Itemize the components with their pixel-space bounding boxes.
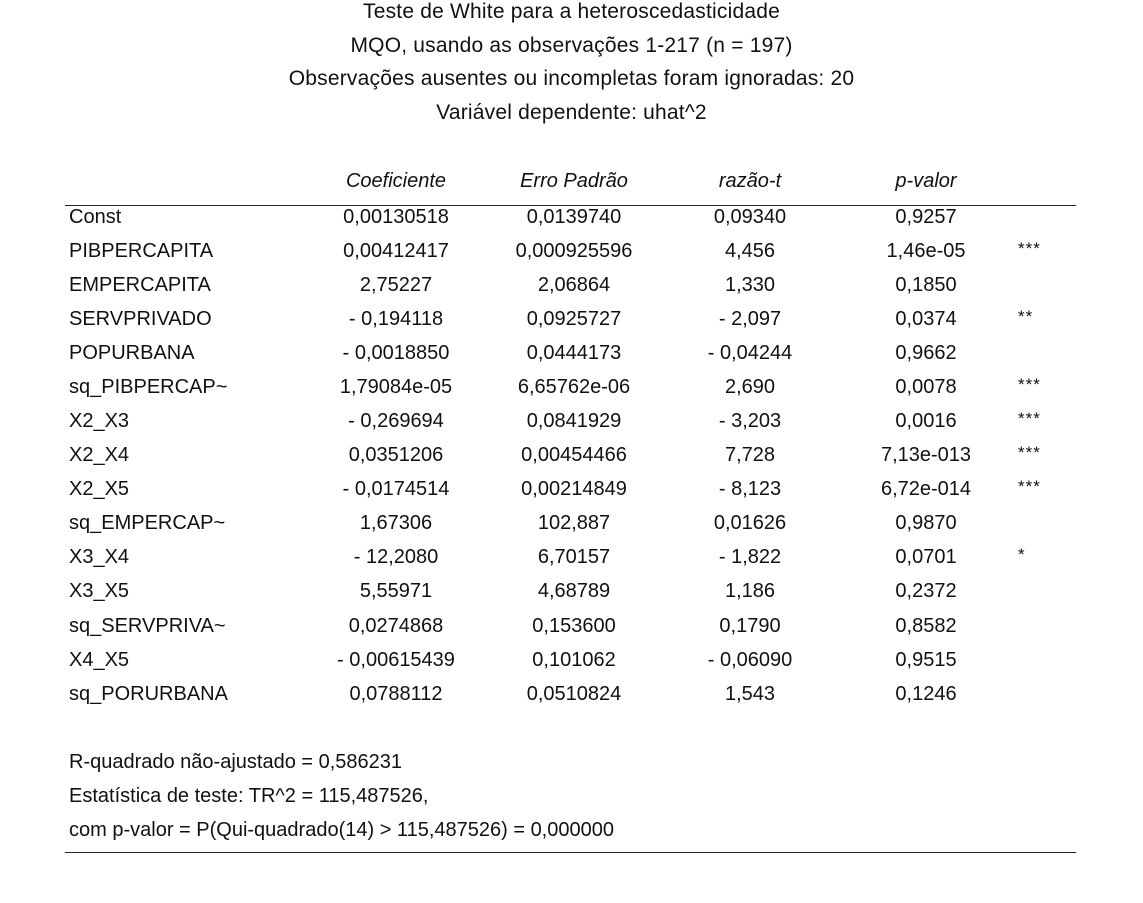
table-row: [0, 545, 1143, 575]
test-statistic-line: Estatística de teste: TR^2 = 115,487526,: [69, 785, 429, 807]
table-row: [0, 511, 1143, 541]
significance-stars: ***: [1018, 409, 1041, 428]
table-row: [0, 307, 1143, 337]
significance-stars: *: [1018, 545, 1026, 564]
std-error-value: 0,00454466: [521, 444, 627, 466]
t-ratio-value: - 8,123: [718, 478, 782, 500]
std-error-value: 0,0139740: [526, 206, 622, 228]
p-value-line: com p-valor = P(Qui-quadrado(14) > 115,487526) = 0,000000: [69, 819, 614, 841]
p-value: 0,9662: [895, 342, 957, 364]
t-ratio-value: - 0,06090: [707, 649, 793, 671]
table-row: [0, 443, 1143, 473]
significance-stars: ***: [1018, 443, 1041, 462]
std-error-value: 0,0925727: [526, 308, 622, 330]
t-ratio-value: 2,690: [724, 376, 776, 398]
t-ratio-value: 1,543: [724, 683, 776, 705]
table-row: [0, 409, 1143, 439]
coefficient-value: - 0,0018850: [342, 342, 450, 364]
coefficient-value: 0,00130518: [343, 206, 449, 228]
variable-name: X3_X5: [69, 580, 130, 602]
coefficient-value: 2,75227: [359, 274, 433, 296]
variable-name: SERVPRIVADO: [69, 308, 212, 330]
std-error-value: 4,68789: [537, 580, 611, 602]
variable-name: sq_SERVPRIVA~: [69, 615, 226, 637]
coefficient-value: 1,79084e-05: [339, 376, 453, 398]
p-value: 6,72e-014: [880, 478, 972, 500]
std-error-value: 102,887: [537, 512, 611, 534]
t-ratio-value: 7,728: [724, 444, 776, 466]
variable-name: X4_X5: [69, 649, 130, 671]
t-ratio-value: - 3,203: [718, 410, 782, 432]
p-value: 0,0078: [895, 376, 957, 398]
table-row: [0, 205, 1143, 235]
column-header-t-ratio: razão-t: [718, 170, 782, 192]
p-value: 0,1850: [895, 274, 957, 296]
table-row: [0, 648, 1143, 678]
variable-name: X2_X4: [69, 444, 130, 466]
std-error-value: 0,101062: [532, 649, 616, 671]
std-error-value: 6,65762e-06: [517, 376, 631, 398]
t-ratio-value: 0,1790: [719, 615, 781, 637]
coefficient-value: - 0,269694: [348, 410, 444, 432]
p-value: 0,9870: [895, 512, 957, 534]
t-ratio-value: - 2,097: [718, 308, 782, 330]
t-ratio-value: 0,09340: [713, 206, 787, 228]
column-header-p-value: p-valor: [895, 170, 957, 192]
variable-name: X3_X4: [69, 546, 130, 568]
significance-stars: **: [1018, 307, 1034, 326]
significance-stars: ***: [1018, 477, 1041, 496]
std-error-value: 0,0444173: [526, 342, 622, 364]
p-value: 0,0016: [895, 410, 957, 432]
t-ratio-value: 1,330: [724, 274, 776, 296]
variable-name: PIBPERCAPITA: [69, 240, 214, 262]
p-value: 0,1246: [895, 683, 957, 705]
coefficient-value: 0,0351206: [348, 444, 444, 466]
coefficient-value: 0,0788112: [349, 683, 443, 705]
t-ratio-value: - 1,822: [718, 546, 782, 568]
t-ratio-value: 0,01626: [713, 512, 787, 534]
table-row: [0, 375, 1143, 405]
dependent-variable-line: Variável dependente: uhat^2: [436, 101, 707, 124]
variable-name: X2_X5: [69, 478, 130, 500]
table-row: [0, 614, 1143, 644]
std-error-value: 0,000925596: [515, 240, 633, 262]
coefficient-value: - 0,00615439: [337, 649, 455, 671]
std-error-value: 0,0510824: [526, 683, 622, 705]
std-error-value: 0,00214849: [521, 478, 627, 500]
table-row: [0, 682, 1143, 712]
method-line: MQO, usando as observações 1-217 (n = 197): [350, 34, 793, 57]
p-value: 0,9515: [895, 649, 957, 671]
variable-name: Const: [69, 206, 122, 228]
variable-name: X2_X3: [69, 410, 130, 432]
coefficient-value: - 0,0174514: [342, 478, 450, 500]
significance-stars: ***: [1018, 239, 1041, 258]
table-row: [0, 239, 1143, 269]
p-value: 0,0701: [895, 546, 957, 568]
p-value: 1,46e-05: [886, 240, 966, 262]
std-error-value: 6,70157: [537, 546, 611, 568]
variable-name: sq_PORURBANA: [69, 683, 228, 705]
variable-name: sq_EMPERCAP~: [69, 512, 226, 534]
coefficient-value: - 12,2080: [353, 546, 439, 568]
variable-name: POPURBANA: [69, 342, 195, 364]
p-value: 0,8582: [895, 615, 957, 637]
p-value: 0,2372: [895, 580, 957, 602]
t-ratio-value: - 0,04244: [707, 342, 793, 364]
p-value: 0,9257: [895, 206, 957, 228]
std-error-value: 0,153600: [532, 615, 616, 637]
std-error-value: 0,0841929: [526, 410, 622, 432]
t-ratio-value: 1,186: [724, 580, 776, 602]
variable-name: EMPERCAPITA: [69, 274, 211, 296]
table-row: [0, 477, 1143, 507]
coefficient-value: 0,00412417: [343, 240, 449, 262]
p-value: 7,13e-013: [880, 444, 972, 466]
std-error-value: 2,06864: [537, 274, 611, 296]
significance-stars: ***: [1018, 375, 1041, 394]
coefficient-value: 1,67306: [359, 512, 433, 534]
coefficient-value: 5,55971: [359, 580, 433, 602]
table-row: [0, 341, 1143, 371]
table-bottom-rule: [65, 852, 1076, 853]
column-header-std-error: Erro Padrão: [520, 170, 628, 192]
table-row: [0, 579, 1143, 609]
variable-name: sq_PIBPERCAP~: [69, 376, 228, 398]
missing-obs-line: Observações ausentes ou incompletas foram ignoradas: 20: [288, 67, 855, 90]
r-squared-line: R-quadrado não-ajustado = 0,586231: [69, 751, 403, 773]
test-title: Teste de White para a heteroscedasticidade: [363, 0, 780, 23]
t-ratio-value: 4,456: [724, 240, 776, 262]
table-row: [0, 273, 1143, 303]
coefficient-value: - 0,194118: [348, 308, 444, 330]
coefficient-value: 0,0274868: [348, 615, 444, 637]
p-value: 0,0374: [895, 308, 957, 330]
column-header-coefficient: Coeficiente: [345, 170, 447, 192]
